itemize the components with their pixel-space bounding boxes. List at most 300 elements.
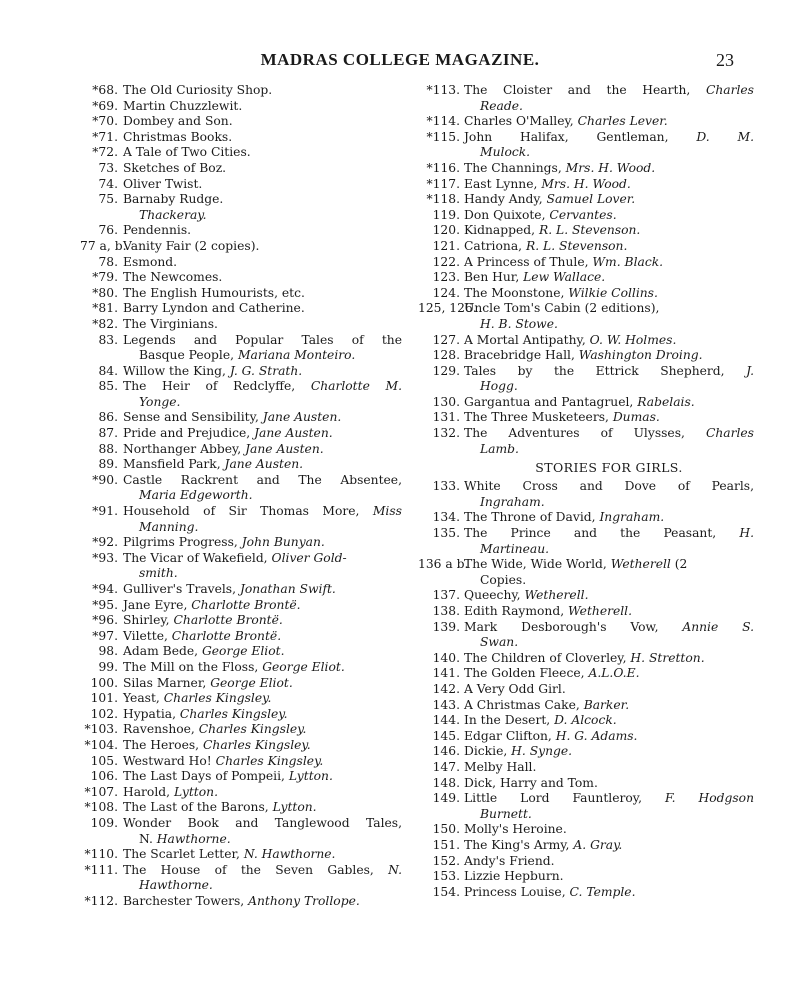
item-title — [123, 161, 402, 177]
item-number: *110. — [84, 847, 118, 862]
item-number: *97. — [92, 628, 118, 643]
item-title — [464, 395, 754, 411]
list-item — [418, 822, 754, 838]
item-title — [464, 161, 754, 177]
list-item — [80, 239, 402, 255]
item-author: N. Hawthorne. — [243, 847, 336, 862]
item-continuation: Ingraham. — [480, 494, 545, 509]
item-author: Charles — [705, 83, 754, 97]
item-author: Barker. — [583, 697, 630, 712]
item-title-text: A Princess of Thule, — [464, 254, 593, 269]
item-title-text: The Mill on the Floss, — [123, 659, 263, 674]
item-title — [123, 785, 402, 801]
item-continuation: Swan. — [480, 635, 519, 650]
list-item — [80, 535, 402, 551]
item-number: 147. — [432, 759, 460, 774]
item-title-text: The Last Days of Pompeii, — [123, 769, 289, 784]
item-title-text: The Vicar of Wakefield, — [123, 550, 272, 565]
list-item — [80, 878, 402, 894]
item-title-text: Martin Chuzzlewit. — [123, 98, 243, 113]
item-title — [464, 255, 754, 271]
item-title-text: Gargantua and Pantagruel, — [464, 394, 638, 409]
item-author: J. G. Strath. — [229, 363, 303, 378]
list-item — [80, 691, 402, 707]
item-title — [123, 286, 402, 302]
item-title-text: The English Humourists, etc. — [123, 285, 305, 300]
item-author: Charles Lever. — [577, 114, 668, 129]
item-title — [123, 691, 402, 707]
item-title-text: Castle Rackrent and The Absentee, — [123, 472, 402, 487]
item-title — [123, 223, 402, 239]
item-number: *107. — [84, 784, 118, 799]
item-title — [464, 479, 754, 495]
item-title — [464, 760, 754, 776]
item-title — [464, 869, 754, 885]
list-item — [418, 807, 754, 823]
item-title — [123, 598, 402, 614]
item-title-text: The Children of Cloverley, — [464, 650, 631, 665]
list-item — [418, 854, 754, 870]
item-number: 150. — [432, 822, 460, 837]
item-number: *81. — [92, 301, 118, 316]
list-item — [80, 270, 402, 286]
item-title-text: The House of the Seven Gables, — [123, 862, 389, 877]
list-item — [418, 177, 754, 193]
list-item — [80, 348, 402, 364]
item-title-text: The King's Army, — [464, 837, 574, 852]
item-number: 143. — [432, 697, 460, 712]
item-title-text: In the Desert, — [464, 713, 555, 728]
list-item — [80, 738, 402, 754]
item-continuation: Lamb. — [480, 441, 519, 456]
list-item — [418, 760, 754, 776]
item-number: 134. — [432, 510, 460, 525]
item-title — [464, 822, 754, 838]
item-title-text: The Golden Fleece, — [464, 666, 589, 681]
item-title-text: Dickie, — [464, 744, 512, 759]
list-item — [80, 644, 402, 660]
list-item — [418, 635, 754, 651]
list-item — [418, 495, 754, 511]
list-item — [418, 239, 754, 255]
item-author: Jane Austen. — [245, 441, 324, 456]
item-author: Annie S. — [682, 619, 754, 634]
item-title — [464, 557, 754, 573]
item-title-text: Bracebridge Hall, — [464, 348, 579, 363]
item-author: F. Hodgson — [664, 791, 754, 806]
item-title — [464, 573, 754, 589]
item-number: *104. — [84, 737, 118, 752]
list-item — [80, 488, 402, 504]
item-title — [123, 769, 402, 785]
item-author: George Eliot. — [201, 644, 285, 659]
item-title-text: Mansfield Park, — [123, 457, 225, 472]
item-number: 75. — [98, 192, 118, 207]
item-title — [123, 816, 402, 832]
item-number: 142. — [432, 681, 460, 696]
item-author: Dumas. — [612, 410, 660, 425]
list-item — [80, 598, 402, 614]
item-title-text: A Very Odd Girl. — [464, 681, 566, 696]
list-item — [418, 744, 754, 760]
item-title-text: Sense and Sensibility, — [123, 410, 263, 425]
item-title-text: Pendennis. — [123, 223, 192, 238]
item-title — [123, 722, 402, 738]
list-item — [418, 286, 754, 302]
item-title-text: Edgar Clifton, — [464, 728, 556, 743]
list-item — [418, 395, 754, 411]
item-author: Washington Droing. — [578, 348, 703, 363]
item-number: *82. — [92, 316, 118, 331]
list-item — [80, 832, 402, 848]
item-number: *117. — [426, 176, 460, 191]
item-title-text: Wonder Book and Tanglewood Tales, — [123, 815, 402, 830]
item-author: Rabelais. — [637, 394, 695, 409]
list-item — [80, 379, 402, 395]
item-title-text: Esmond. — [123, 254, 178, 269]
item-number: *96. — [92, 613, 118, 628]
item-number: 141. — [432, 666, 460, 681]
list-item — [80, 863, 402, 879]
item-number: *92. — [92, 535, 118, 550]
item-title — [123, 504, 402, 520]
item-number: 154. — [432, 884, 460, 899]
item-author: John Bunyan. — [241, 535, 325, 550]
item-author: A.L.O.E. — [588, 666, 640, 681]
item-title — [123, 457, 402, 473]
item-continuation: H. B. Stowe. — [480, 316, 558, 331]
item-title-text: Pilgrims Progress, — [123, 535, 242, 550]
item-title — [123, 410, 402, 426]
item-number: 149. — [432, 791, 460, 806]
item-author: Wilkie Collins. — [568, 285, 658, 300]
item-title-text: Ben Hur, — [464, 270, 524, 285]
item-number: *114. — [426, 114, 460, 129]
item-title — [123, 535, 402, 551]
item-title — [123, 644, 402, 660]
item-title — [464, 744, 754, 760]
item-author: Charlotte Brontë. — [191, 597, 301, 612]
item-author: George Eliot. — [262, 659, 345, 674]
item-title — [123, 629, 402, 645]
item-number: 106. — [90, 769, 118, 784]
item-title — [123, 317, 402, 333]
list-item — [418, 114, 754, 130]
item-title-text: Northanger Abbey, — [123, 441, 246, 456]
item-title-text: The Prince and the Peasant, — [464, 526, 740, 541]
item-title — [464, 410, 754, 426]
item-number: 121. — [432, 238, 460, 253]
item-title — [464, 223, 754, 239]
item-number: 83. — [98, 332, 118, 347]
item-author: Ingraham. — [599, 510, 665, 525]
list-item — [418, 604, 754, 620]
item-title-text: Oliver Twist. — [123, 176, 203, 191]
list-item — [80, 177, 402, 193]
list-item — [418, 192, 754, 208]
list-item — [418, 479, 754, 495]
item-author: Charles Kingsley. — [198, 722, 307, 737]
item-number: 148. — [432, 775, 460, 790]
item-title — [464, 114, 754, 130]
list-item — [80, 395, 402, 411]
item-title-text: Molly's Heroine. — [464, 822, 567, 837]
item-number: *94. — [92, 582, 118, 596]
item-title-text: Barnaby Rudge. — [123, 192, 224, 207]
item-title — [464, 838, 754, 854]
item-title-text: Edith Raymond, — [464, 604, 569, 618]
list-item — [418, 130, 754, 146]
item-number: 105. — [90, 753, 118, 768]
item-title-text: Kidnapped, — [464, 223, 539, 238]
item-title — [464, 791, 754, 807]
item-number: *93. — [92, 550, 118, 565]
item-title-text: Andy's Friend. — [464, 853, 555, 868]
item-continuation: Martineau. — [480, 541, 550, 556]
item-title — [123, 348, 402, 364]
item-number: 73. — [98, 160, 118, 175]
item-number: *103. — [84, 722, 118, 737]
item-title — [123, 130, 402, 146]
item-number: 133. — [432, 479, 460, 494]
item-number: 139. — [432, 619, 460, 634]
list-item — [418, 379, 754, 395]
item-title — [464, 682, 754, 698]
item-title-text: Christmas Books. — [123, 129, 233, 144]
item-title — [464, 270, 754, 286]
left-column — [80, 83, 402, 909]
item-author: Jonathan Swift. — [239, 582, 336, 596]
item-title — [123, 551, 402, 567]
item-continuation: Burnett. — [480, 806, 532, 821]
item-number: 127. — [432, 332, 460, 347]
item-author: A. Gray. — [573, 837, 623, 852]
item-number: 132. — [432, 426, 460, 441]
item-number: *80. — [92, 285, 118, 300]
item-number: 130. — [432, 394, 460, 409]
item-number: 146. — [432, 744, 460, 759]
item-continuation: Yonge. — [139, 394, 181, 409]
list-item — [418, 698, 754, 714]
item-title — [123, 894, 402, 910]
right-column — [418, 83, 754, 900]
list-item — [418, 83, 754, 99]
item-title — [123, 426, 402, 442]
item-title-text: A Christmas Cake, — [464, 697, 584, 712]
item-number: 76. — [98, 223, 118, 238]
item-title — [123, 613, 402, 629]
item-number: *95. — [92, 597, 118, 612]
list-item — [418, 426, 754, 442]
item-author: Charles Kingsley. — [215, 753, 324, 768]
item-number: 88. — [98, 441, 118, 456]
item-author: C. Temple. — [569, 884, 636, 899]
item-title — [464, 333, 754, 349]
item-number: 119. — [432, 207, 460, 222]
item-number: 77 a, b. — [80, 238, 127, 253]
item-author: Charles — [705, 426, 754, 441]
item-author: Charles Kingsley. — [179, 706, 288, 721]
item-author: Mrs. H. Wood. — [541, 176, 631, 191]
item-number: *68. — [92, 83, 118, 97]
item-title-text: Copies. — [480, 572, 527, 587]
item-title — [464, 604, 754, 620]
list-item — [80, 333, 402, 349]
item-title — [464, 364, 754, 380]
item-number: 129. — [432, 363, 460, 378]
item-title — [123, 707, 402, 723]
item-author: D. Alcock. — [554, 713, 617, 728]
item-number: 138. — [432, 604, 460, 618]
item-title — [464, 698, 754, 714]
list-item — [418, 869, 754, 885]
item-title-text: Dick, Harry and Tom. — [464, 775, 598, 790]
item-title — [464, 729, 754, 745]
item-author: Charlotte M. — [310, 379, 402, 394]
item-title — [123, 473, 402, 489]
item-title-text: A Mortal Antipathy, — [464, 332, 590, 347]
list-item — [418, 510, 754, 526]
item-author: Mrs. H. Wood. — [565, 160, 656, 175]
list-item — [80, 301, 402, 317]
item-author: Charles Kingsley. — [203, 737, 311, 752]
list-item — [418, 682, 754, 698]
item-title-text: Lizzie Hepburn. — [464, 869, 564, 884]
item-title — [464, 885, 754, 901]
item-number: 102. — [90, 706, 118, 721]
item-title — [123, 738, 402, 754]
list-item — [418, 99, 754, 115]
item-title — [464, 301, 754, 317]
item-author: Lytton. — [272, 800, 317, 815]
item-title-text: Adam Bede, — [123, 644, 202, 659]
item-number: 145. — [432, 728, 460, 743]
item-author: Charles Kingsley. — [163, 691, 272, 706]
item-author: Wetherell. — [568, 604, 633, 618]
item-number: 86. — [98, 410, 118, 425]
list-item — [418, 651, 754, 667]
list-item — [80, 473, 402, 489]
list-item — [418, 161, 754, 177]
item-number: 128. — [432, 348, 460, 363]
item-number: 101. — [90, 691, 118, 706]
item-number: *111. — [84, 862, 118, 877]
item-author: J. — [746, 363, 754, 378]
list-item — [80, 520, 402, 536]
item-author: Cervantes. — [549, 207, 617, 222]
item-title — [123, 239, 402, 255]
item-author: Jane Austen. — [262, 410, 342, 425]
item-author: Jane Austen. — [224, 457, 304, 472]
list-item — [80, 286, 402, 302]
item-number: 152. — [432, 853, 460, 868]
item-title-text: The Three Musketeers, — [464, 410, 613, 425]
item-title-text: Barry Lyndon and Catherine. — [123, 301, 305, 316]
item-number: *90. — [92, 472, 118, 487]
item-author: R. L. Stevenson. — [525, 238, 628, 253]
item-title-text: Yeast, — [123, 691, 164, 706]
item-author: Anthony Trollope. — [248, 893, 360, 908]
item-continuation: Hawthorne. — [139, 878, 213, 893]
item-title — [123, 145, 402, 161]
item-title-text: Barchester Towers, — [123, 893, 249, 908]
item-continuation: smith. — [139, 566, 178, 581]
item-title-text: The Cloister and the Hearth, — [464, 83, 706, 97]
list-item — [80, 676, 402, 692]
item-title-text: Charles O'Malley, — [464, 114, 578, 129]
item-number: 100. — [90, 675, 118, 690]
list-item — [80, 145, 402, 161]
item-title — [464, 526, 754, 542]
item-title-text: Gulliver's Travels, — [123, 582, 240, 596]
item-title-text: Basque People, — [139, 348, 238, 363]
item-number: *115. — [426, 129, 460, 144]
item-title-text: Willow the King, — [123, 363, 230, 378]
item-continuation: Maria Edgeworth. — [139, 488, 253, 503]
item-author: Oliver Gold- — [271, 550, 347, 565]
list-item — [418, 713, 754, 729]
item-title-text: The Old Curiosity Shop. — [123, 83, 273, 97]
item-title-text: N. — [139, 831, 157, 846]
item-title-text: Jane Eyre, — [123, 597, 192, 612]
item-title-text: Silas Marner, — [123, 675, 211, 690]
item-title-text: Harold, — [123, 784, 174, 799]
list-item — [418, 364, 754, 380]
item-author: O. W. Holmes. — [589, 332, 677, 347]
item-number: *116. — [426, 160, 460, 175]
item-title-text: Ravenshoe, — [123, 722, 199, 737]
item-title — [464, 510, 754, 526]
item-title-text: Hypatia, — [123, 706, 180, 721]
list-item — [418, 885, 754, 901]
item-number: 85. — [98, 379, 118, 394]
list-item — [418, 348, 754, 364]
item-author: H. Synge. — [511, 744, 573, 759]
item-number: *70. — [92, 114, 118, 129]
list-item — [418, 791, 754, 807]
item-author: Jane Austen. — [254, 426, 333, 441]
item-number: 144. — [432, 713, 460, 728]
list-item — [80, 161, 402, 177]
list-item — [80, 769, 402, 785]
item-number: *112. — [84, 893, 118, 908]
item-title — [464, 426, 754, 442]
item-title — [464, 239, 754, 255]
list-item — [418, 410, 754, 426]
list-item — [418, 588, 754, 604]
list-item — [80, 894, 402, 910]
item-author: Charlotte Brontë. — [173, 613, 283, 628]
item-title-text: The Heroes, — [123, 737, 203, 752]
item-number: *71. — [92, 129, 118, 144]
item-title — [123, 582, 402, 598]
item-number: 109. — [90, 815, 118, 830]
item-author: Wm. Black. — [592, 254, 664, 269]
item-title — [123, 379, 402, 395]
item-title — [464, 854, 754, 870]
item-number: 140. — [432, 650, 460, 665]
item-title — [123, 333, 402, 349]
list-item — [418, 270, 754, 286]
item-number: *91. — [92, 504, 118, 519]
item-title — [123, 192, 402, 208]
item-continuation: Mulock. — [480, 145, 531, 160]
item-author: H. G. Adams. — [555, 728, 638, 743]
item-author: Hawthorne. — [156, 831, 231, 846]
section-heading: STORIES FOR GIRLS. — [535, 460, 683, 476]
item-title — [464, 177, 754, 193]
item-title-text: The Scarlet Letter, — [123, 847, 244, 862]
